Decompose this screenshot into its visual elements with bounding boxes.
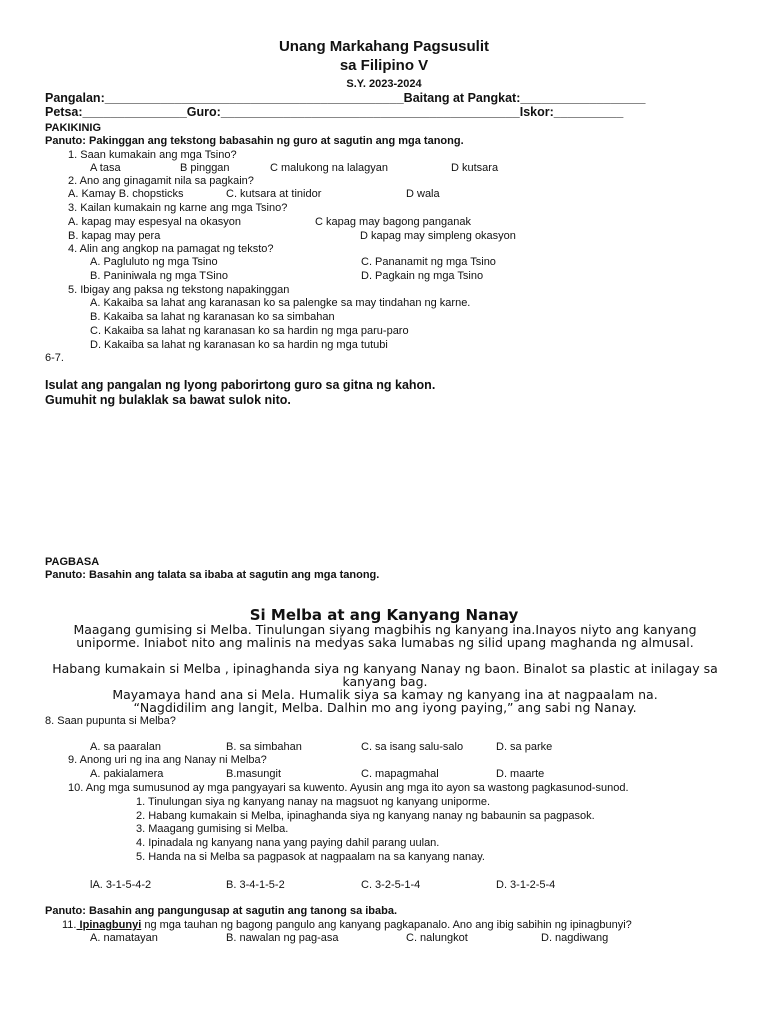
q5-choice-c: C. Kakaiba sa lahat ng karanasan ko sa hardin ng mga paru-paro xyxy=(90,325,409,337)
q10-choice-d: D. 3-1-2-5-4 xyxy=(496,879,556,891)
exam-subtitle: sa Filipino V xyxy=(339,57,429,74)
q10-event-2: 2. Habang kumakain si Melba, ipinaghanda siya ng kanyang nanay ng babaunin sa pagpasok. xyxy=(136,810,595,822)
q2-choice-d: D wala xyxy=(406,188,440,200)
date-teacher-score-line: Petsa:_______________Guro:___________________________________________Iskor:__________ xyxy=(45,105,624,119)
q5-choice-b: B. Kakaiba sa lahat ng karanasan ko sa simbahan xyxy=(90,311,335,323)
q10-event-3: 3. Maagang gumising si Melba. xyxy=(136,823,289,835)
q11-number: 11. xyxy=(62,919,77,931)
q4-choice-c: C. Pananamit ng mga Tsino xyxy=(361,256,496,268)
q11-keyword: Ipinagbunyi xyxy=(76,919,142,931)
instruction-pakikinig: Panuto: Pakinggan ang tekstong babasahin ng guro at sagutin ang mga tanong. xyxy=(45,135,464,147)
question-4: 4. Alin ang angkop na pamagat ng teksto? xyxy=(68,243,274,255)
q11-choice-b: B. nawalan ng pag-asa xyxy=(226,932,339,944)
q4-choice-a: A. Pagluluto ng mga Tsino xyxy=(90,256,218,268)
question-8: 8. Saan pupunta si Melba? xyxy=(45,715,176,727)
section-label-pakikinig: PAKIKINIG xyxy=(45,122,102,134)
story-title: Si Melba at ang Kanyang Nanay xyxy=(249,606,519,624)
q1-choice-b: B pinggan xyxy=(180,162,230,174)
story-paragraph-3: Mayamaya hand ana si Mela. Humalik siya sa kamay ng kanyang ina at nagpaalam na. xyxy=(112,687,658,702)
q11-choice-a: A. namatayan xyxy=(90,932,158,944)
exam-title: Unang Markahang Pagsusulit xyxy=(278,38,490,55)
q8-choice-b: B. sa simbahan xyxy=(226,741,302,753)
question-6-7: 6-7. xyxy=(45,352,64,364)
question-11 xyxy=(62,919,632,931)
q4-choice-b: B. Paniniwala ng mga TSino xyxy=(90,270,228,282)
q3-choice-c: C kapag may bagong panganak xyxy=(315,216,471,228)
instruction-pagbasa-2: Panuto: Basahin ang pangungusap at sagutin ang tanong sa ibaba. xyxy=(45,905,398,917)
q9-choice-d: D. maarte xyxy=(496,768,545,780)
q2-choice-c: C. kutsara at tinidor xyxy=(226,188,322,200)
q10-choice-b: B. 3-4-1-5-2 xyxy=(226,879,285,891)
question-1: 1. Saan kumakain ang mga Tsino? xyxy=(68,149,237,161)
q10-event-1: 1. Tinulungan siya ng kanyang nanay na magsuot ng kanyang uniporme. xyxy=(136,796,491,808)
q10-event-4: 4. Ipinadala ng kanyang nana yang paying dahil parang uulan. xyxy=(136,837,440,849)
q2-choice-ab: A. Kamay B. chopsticks xyxy=(68,188,184,200)
name-grade-line: Pangalan:___________________________________________Baitang at Pangkat:__________________ xyxy=(45,91,646,105)
q9-choice-c: C. mapagmahal xyxy=(361,768,439,780)
q3-choice-a: A. kapag may espesyal na okasyon xyxy=(68,216,242,228)
q1-choice-d: D kutsara xyxy=(451,162,499,174)
q1-choice-c: C malukong na lalagyan xyxy=(270,162,389,174)
q8-choice-d: D. sa parke xyxy=(496,741,553,753)
q5-choice-d: D. Kakaiba sa lahat ng karanasan ko sa hardin ng mga tutubi xyxy=(90,339,388,351)
q67-instruction-2: Gumuhit ng bulaklak sa bawat sulok nito. xyxy=(45,393,291,407)
q10-choice-a: lA. 3-1-5-4-2 xyxy=(90,879,152,891)
question-9: 9. Anong uri ng ina ang Nanay ni Melba? xyxy=(68,754,267,766)
q11-choice-d: D. nagdiwang xyxy=(541,932,609,944)
question-2: 2. Ano ang ginagamit nila sa pagkain? xyxy=(68,175,254,187)
story-paragraph-2: Habang kumakain si Melba , ipinaghanda siya ng kanyang Nanay ng baon. Binalot sa plastic at inilagay sa kanyang bag. xyxy=(52,661,718,689)
q3-choice-d: D kapag may simpleng okasyon xyxy=(360,230,516,242)
q67-instruction-1: Isulat ang pangalan ng Iyong paborirtong guro sa gitna ng kahon. xyxy=(45,378,436,392)
question-10: 10. Ang mga sumusunod ay mga pangyayari sa kuwento. Ayusin ang mga ito ayon sa wastong pagkasunod-sunod. xyxy=(68,782,629,794)
school-year: S.Y. 2023-2024 xyxy=(346,78,422,90)
q11-text: ng mga tauhan ng bagong pangulo ang kanyang pagkapanalo. Ano ang ibig sabihin ng ipinagbunyi? xyxy=(141,919,632,931)
q5-choice-a: A. Kakaiba sa lahat ang karanasan ko sa palengke sa may tindahan ng karne. xyxy=(90,297,471,309)
q10-choice-c: C. 3-2-5-1-4 xyxy=(361,879,421,891)
q1-choice-a: A tasa xyxy=(90,162,121,174)
q10-event-5: 5. Handa na si Melba sa pagpasok at nagpaalam na sa kanyang nanay. xyxy=(136,851,485,863)
story-paragraph-4: “Nagdidilim ang langit, Melba. Dalhin mo ang iyong paying,” ang sabi ng Nanay. xyxy=(133,700,637,715)
q11-choice-c: C. nalungkot xyxy=(406,932,468,944)
q9-choice-b: B.masungit xyxy=(226,768,282,780)
q4-choice-d: D. Pagkain ng mga Tsino xyxy=(361,270,484,282)
question-3: 3. Kailan kumakain ng karne ang mga Tsino? xyxy=(68,202,288,214)
section-label-pagbasa: PAGBASA xyxy=(45,556,100,568)
story-paragraph-1: Maagang gumising si Melba. Tinulungan siyang magbihis ng kanyang ina.Inayos niyto ang kanyang uniporme. Iniabot nito ang malinis na medyas saka lumabas ng silid upang maghanda ng almusal. xyxy=(73,622,697,650)
question-5: 5. Ibigay ang paksa ng tekstong napakinggan xyxy=(68,284,290,296)
instruction-pagbasa: Panuto: Basahin ang talata sa ibaba at sagutin ang mga tanong. xyxy=(45,569,380,581)
q8-choice-a: A. sa paaralan xyxy=(90,741,161,753)
q8-choice-c: C. sa isang salu-salo xyxy=(361,741,464,753)
q3-choice-b: B. kapag may pera xyxy=(68,230,161,242)
q9-choice-a: A. pakialamera xyxy=(90,768,164,780)
